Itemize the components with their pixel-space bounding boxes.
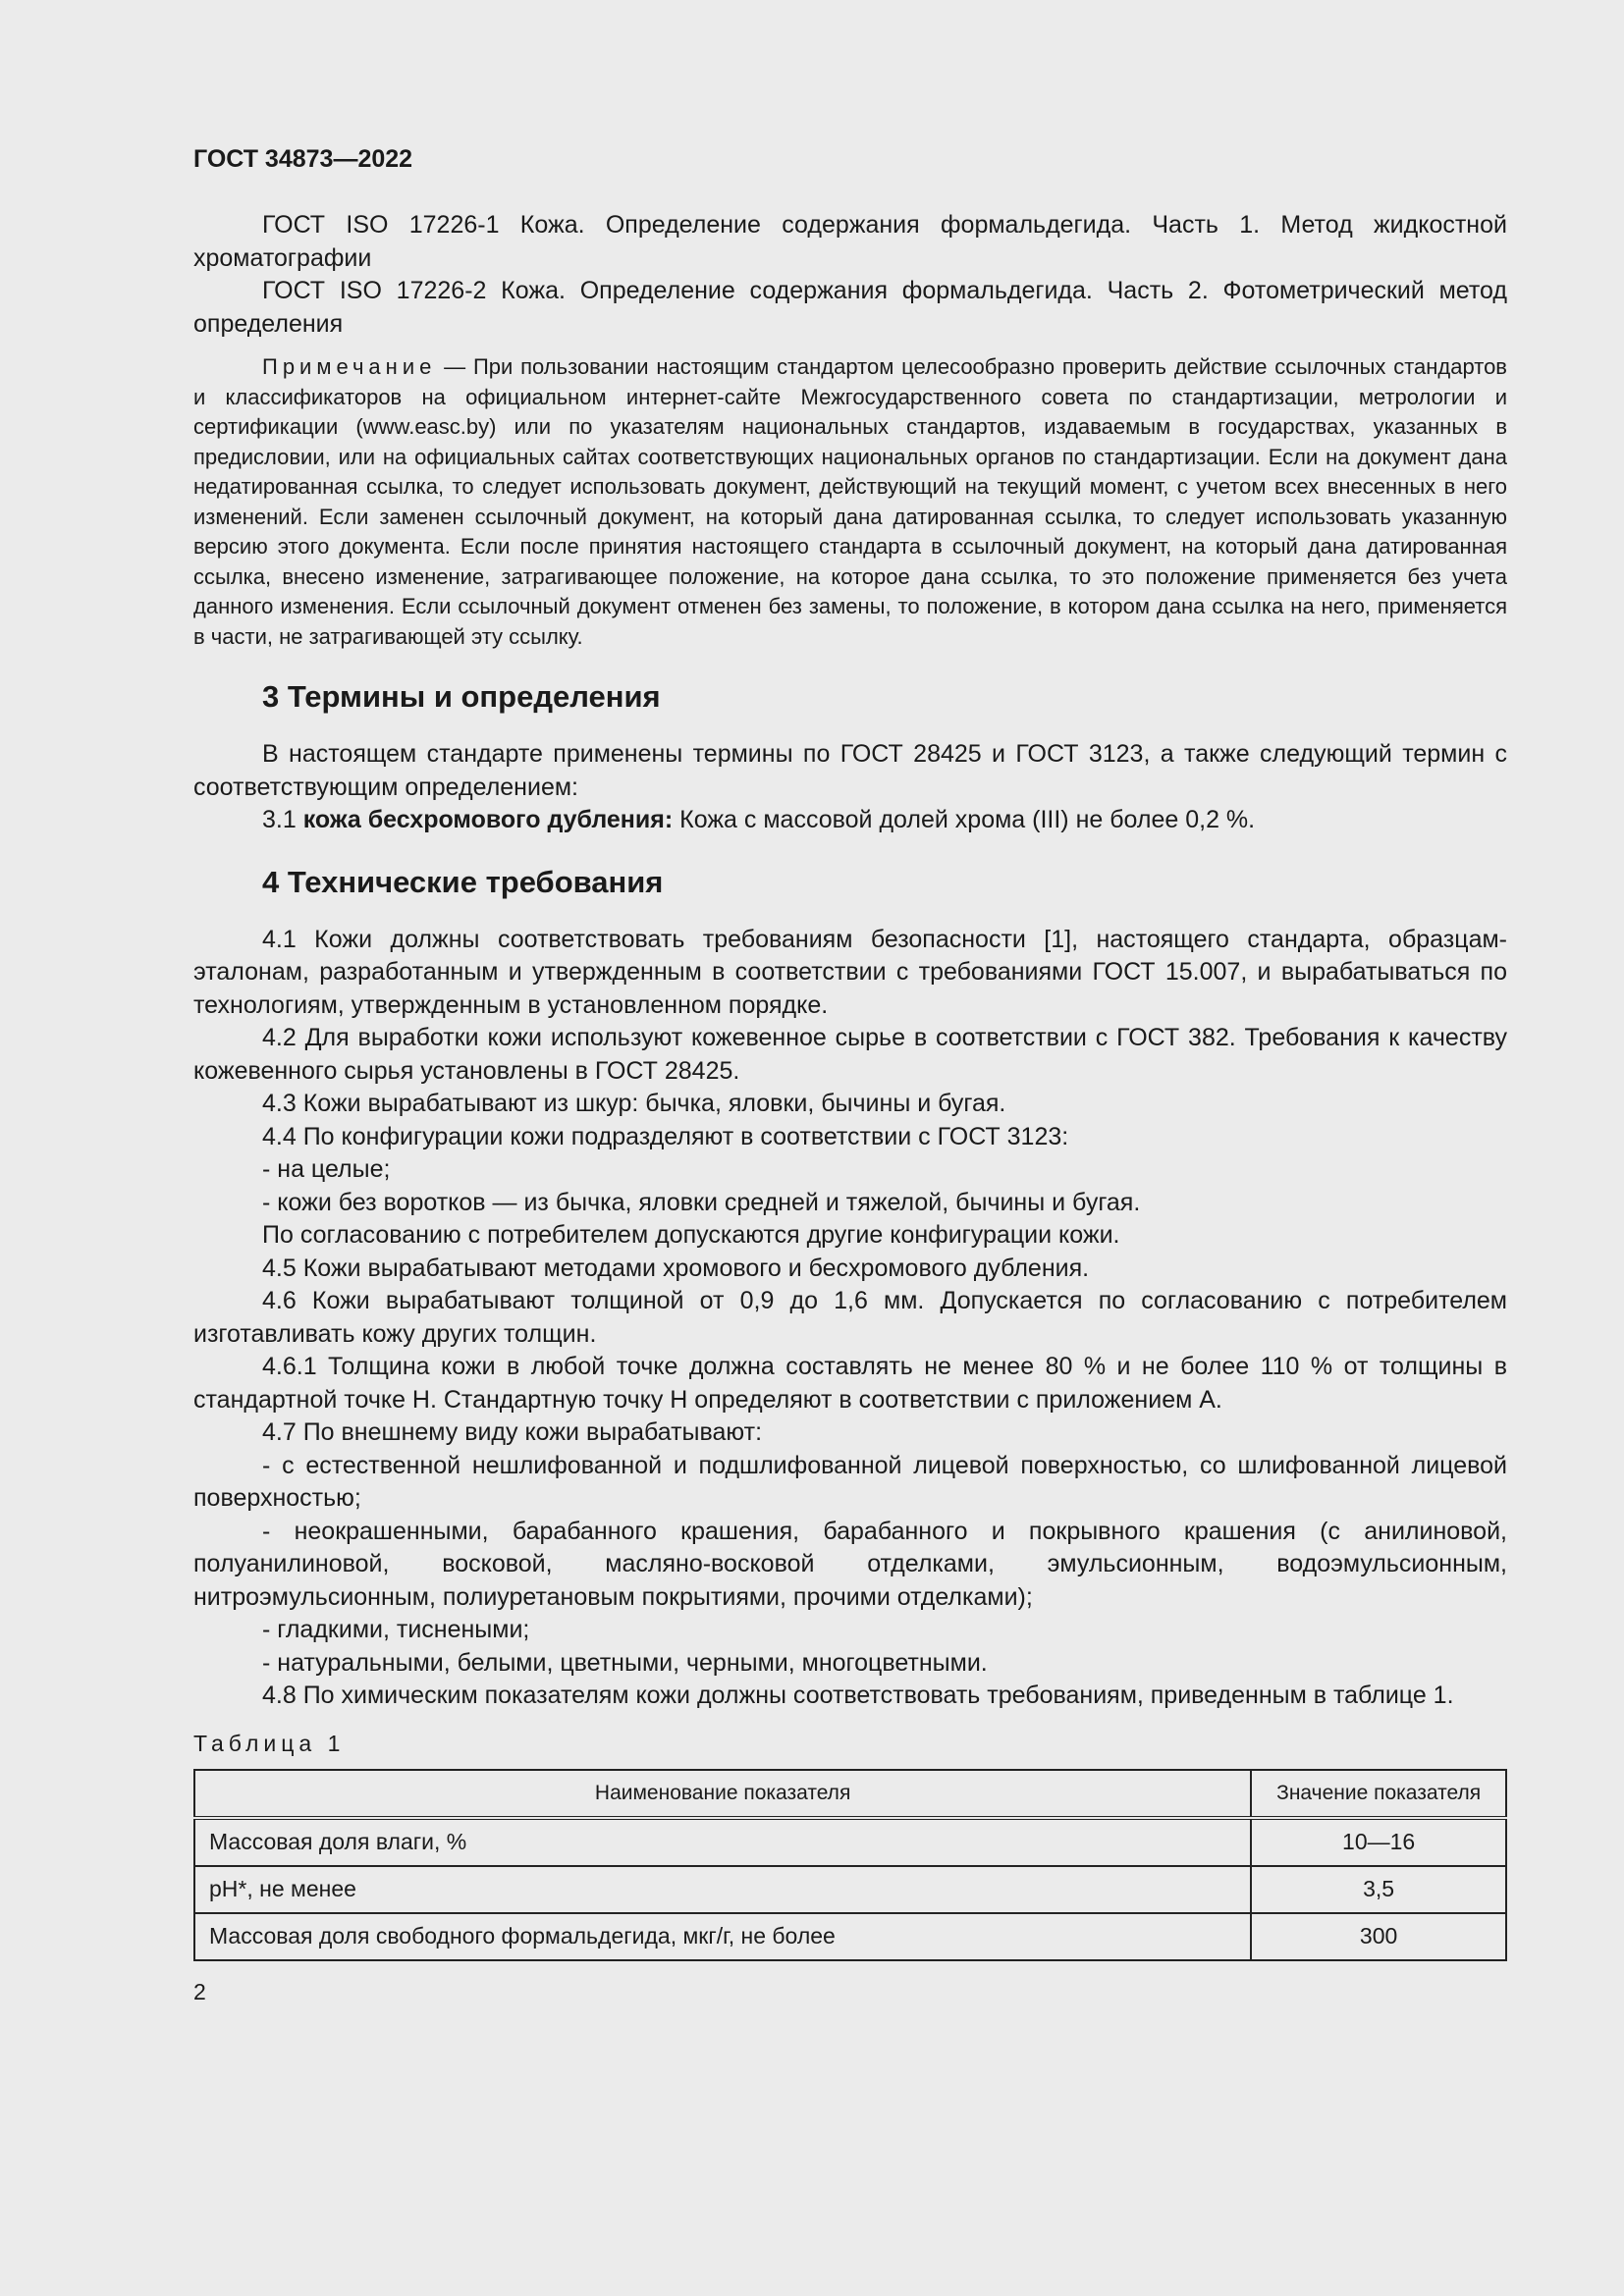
section-4-heading: 4 Технические требования (262, 864, 664, 899)
page-content (193, 145, 1507, 2005)
clause-paragraph: 4.4 По конфигурации кожи подразделяют в соответствии с ГОСТ 3123: (262, 1122, 1069, 1150)
list-item: - на целые; (262, 1155, 391, 1183)
note-label: Примечание (262, 354, 437, 379)
section-3-heading: 3 Термины и определения (262, 679, 661, 714)
list-item: - с естественной нешлифованной и подшлифованной лицевой поверхностью, со шлифованной лицевой поверхностью; (193, 1451, 1507, 1512)
table-row (194, 1818, 1506, 1866)
clause-paragraph: 4.3 Кожи вырабатывают из шкур: бычка, яловки, бычины и бугая. (262, 1090, 1006, 1117)
table-cell: pH*, не менее (194, 1866, 1251, 1913)
section-3-intro: В настоящем стандарте применены термины по ГОСТ 28425 и ГОСТ 3123, а также следующий термин с соответствующим определением: (193, 740, 1507, 801)
clause-paragraph: По согласованию с потребителем допускаются другие конфигурации кожи. (262, 1221, 1120, 1249)
clause-paragraph: 4.7 По внешнему виду кожи вырабатывают: (262, 1418, 763, 1446)
clause-paragraph: 4.5 Кожи вырабатывают методами хромового и бесхромового дубления. (262, 1254, 1090, 1282)
clause-paragraph: 4.1 Кожи должны соответствовать требованиям безопасности [1], настоящего стандарта, образцам-эталонам, разработанным и утвержденным в соответствии с требованиями ГОСТ 15.007, и вырабатываться по технологиям, утвержденным в установленном порядке. (193, 925, 1507, 1019)
note-paragraph (193, 352, 1507, 652)
page-number: 2 (193, 1978, 206, 2004)
table-row (194, 1866, 1506, 1913)
list-item: - натуральными, белыми, цветными, черными, многоцветными. (262, 1648, 988, 1677)
table-cell: 3,5 (1251, 1866, 1506, 1913)
term-text: Кожа с массовой долей хрома (III) не более 0,2 %. (673, 806, 1256, 833)
table-header-cell: Наименование показателя (194, 1770, 1251, 1818)
reference-item: ГОСТ ISO 17226-2 Кожа. Определение содержания формальдегида. Часть 2. Фотометрический метод определения (193, 277, 1507, 338)
indicators-table (193, 1769, 1507, 1961)
table-cell: Массовая доля влаги, % (194, 1818, 1251, 1866)
table-header-cell: Значение показателя (1251, 1770, 1506, 1818)
term-number: 3.1 (262, 806, 303, 833)
clause-paragraph: 4.8 По химическим показателям кожи должны соответствовать требованиям, приведенным в таблице 1. (262, 1682, 1454, 1709)
list-item: - неокрашенными, барабанного крашения, барабанного и покрывного крашения (с анилиновой, полуанилиновой, восковой, масляно-восковой отделками, эмульсионным, водоэмульсионным, нитроэмульсионным, полиуретановым покрытиями, прочими отделками); (193, 1517, 1507, 1611)
table-caption: Таблица 1 (193, 1730, 346, 1756)
term-definition (193, 804, 1507, 837)
reference-item: ГОСТ ISO 17226-1 Кожа. Определение содержания формальдегида. Часть 1. Метод жидкостной хроматографии (193, 211, 1507, 272)
table-cell: 10—16 (1251, 1818, 1506, 1866)
clause-paragraph: 4.2 Для выработки кожи используют кожевенное сырье в соответствии с ГОСТ 382. Требования к качеству кожевенного сырья установлены в ГОСТ 28425. (193, 1024, 1507, 1085)
table-cell: Массовая доля свободного формальдегида, мкг/г, не более (194, 1913, 1251, 1960)
document-header: ГОСТ 34873—2022 (193, 145, 413, 173)
clause-paragraph: 4.6.1 Толщина кожи в любой точке должна составлять не менее 80 % и не более 110 % от толщины в стандартной точке Н. Стандартную точку Н определяют в соответствии с приложением А. (193, 1353, 1507, 1414)
list-item: - гладкими, тиснеными; (262, 1616, 530, 1643)
table-row (194, 1913, 1506, 1960)
clause-paragraph: 4.6 Кожи вырабатывают толщиной от 0,9 до 1,6 мм. Допускается по согласованию с потребителем изготавливать кожу других толщин. (193, 1287, 1507, 1348)
note-text: — При пользовании настоящим стандартом целесообразно проверить действие ссылочных стандартов и классификаторов на официальном интернет-сайте Межгосударственного совета по стандартизации, метрологии и сертификации (www.easc.by) или по указателям национальных стандартов, издаваемым в государствах, указанных в предисловии, или на официальных сайтах соответствующих национальных органов по стандартизации. Если на документ дана недатированная ссылка, то следует использовать документ, действующий на текущий момент, с учетом всех внесенных в него изменений. Если заменен ссылочный документ, на который дана датированная ссылка, то следует использовать указанную версию этого документа. Если после принятия настоящего стандарта в ссылочный документ, на который дана датированная ссылка, внесено изменение, затрагивающее положение, на которое дана ссылка, то это положение применяется без учета данного изменения. Если ссылочный документ отменен без замены, то положение, в котором дана ссылка на него, применяется в части, не затрагивающей эту ссылку. (193, 354, 1507, 649)
table-cell: 300 (1251, 1913, 1506, 1960)
list-item: - кожи без воротков — из бычка, яловки средней и тяжелой, бычины и бугая. (262, 1188, 1141, 1216)
table-header-row (194, 1770, 1506, 1818)
term-name: кожа бесхромового дубления: (302, 806, 674, 833)
